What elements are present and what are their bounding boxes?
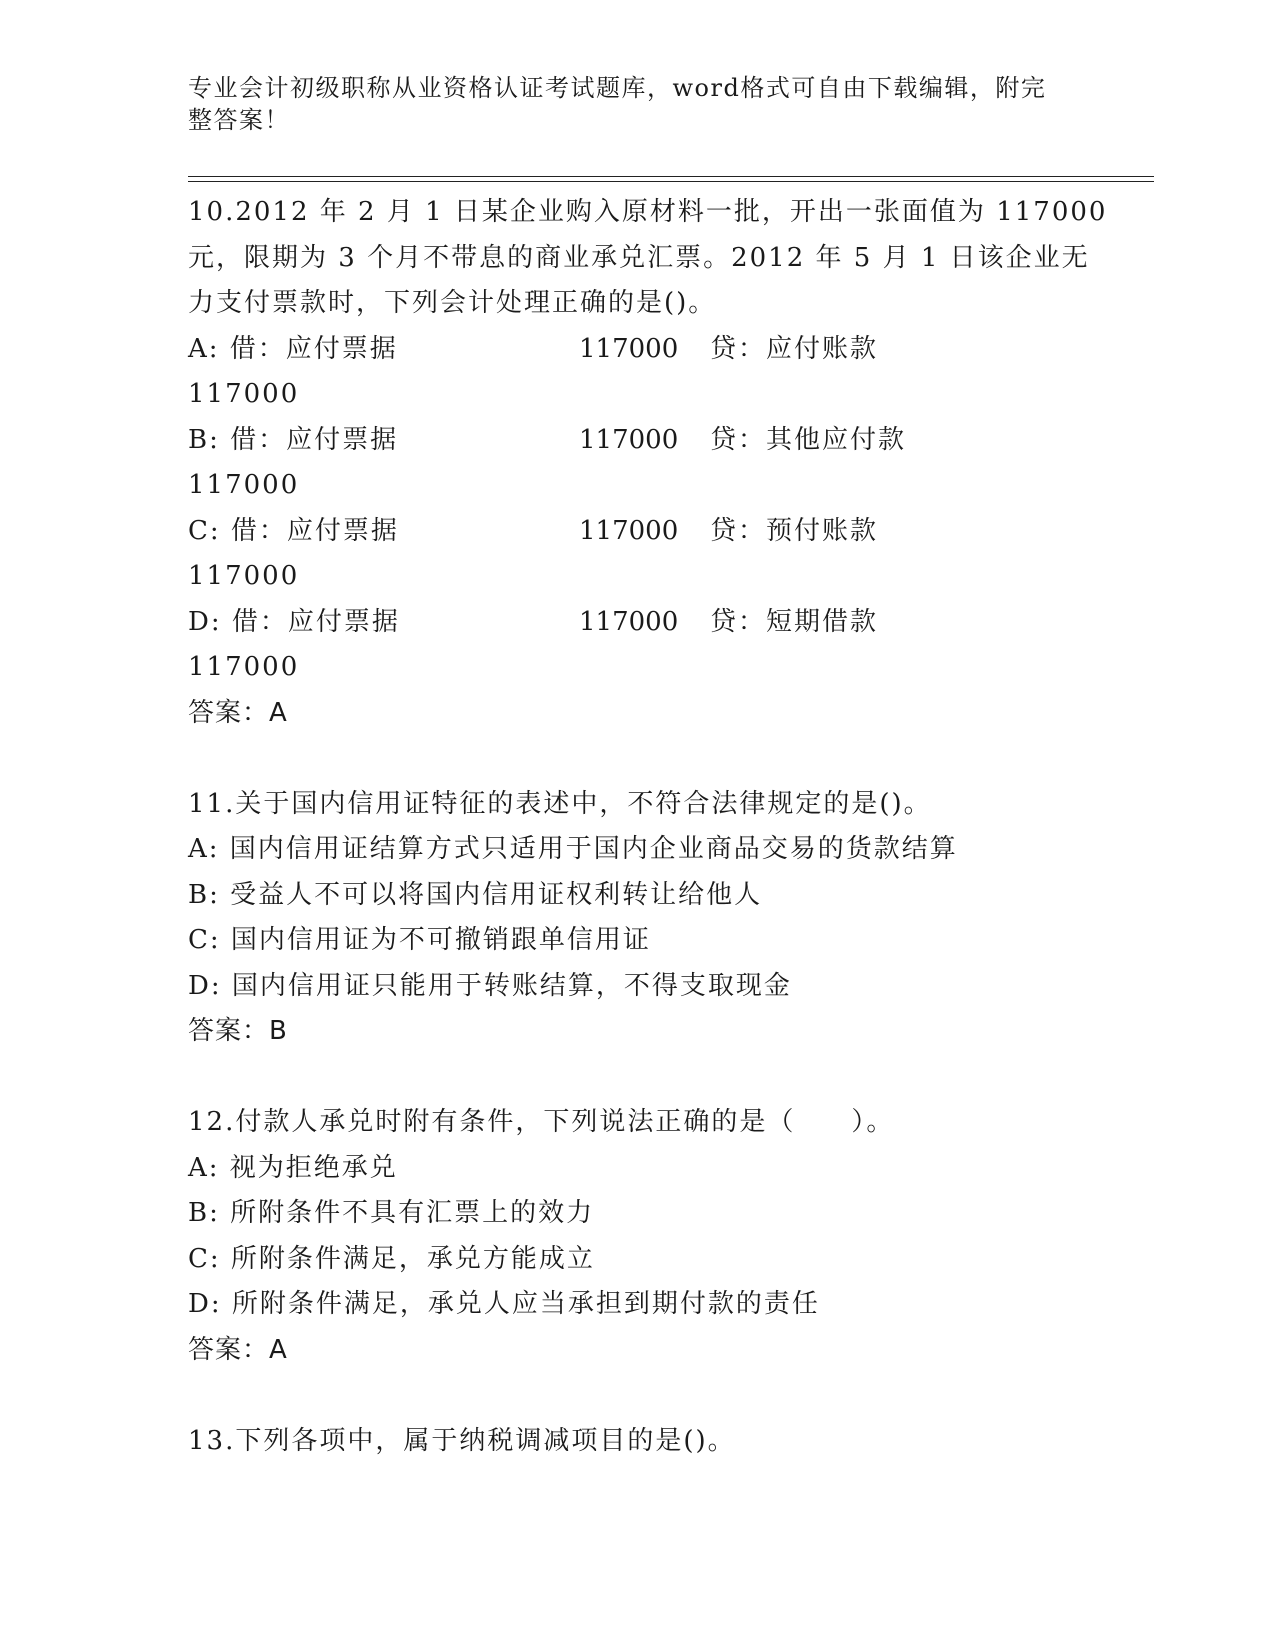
option-b: B: 受益人不可以将国内信用证权利转让给他人 [188, 879, 763, 910]
question-list [188, 190, 1108, 1464]
option-debit: C: 借：应付票据 [188, 515, 399, 546]
question-spacer [188, 1055, 1088, 1101]
option-a: A: 视为拒绝承兑 [188, 1152, 398, 1183]
option-credit-amount: 117000 [188, 379, 300, 409]
option-d: D: 国内信用证只能用于转账结算，不得支取现金 [188, 970, 792, 1001]
option-d-entry [188, 600, 1088, 646]
option-credit: 贷：短期借款 [710, 606, 879, 637]
option-debit: B: 借：应付票据 [188, 424, 399, 455]
option-debit: D: 借：应付票据 [188, 606, 400, 637]
question-11 [188, 782, 1088, 1055]
question-stem-line: 力支付票款时，下列会计处理正确的是()。 [188, 288, 717, 318]
option-credit-amount: 117000 [188, 652, 300, 682]
option-credit: 贷：其他应付款 [710, 424, 907, 455]
question-10 [188, 190, 1108, 736]
question-stem: 11.关于国内信用证特征的表述中，不符合法律规定的是()。 [188, 788, 932, 819]
header-divider-top [188, 176, 1154, 177]
option-debit-amount: 117000 [579, 515, 679, 546]
option-debit-amount: 117000 [579, 606, 679, 637]
option-debit: A: 借：应付票据 [188, 333, 398, 364]
option-a: A: 国内信用证结算方式只适用于国内企业商品交易的货款结算 [188, 834, 958, 864]
option-c: C: 国内信用证为不可撤销跟单信用证 [188, 925, 651, 955]
option-c-entry [188, 509, 1088, 555]
option-b-entry [188, 418, 1088, 464]
answer-label: 答案：A [188, 1334, 288, 1365]
option-a-entry [188, 327, 1088, 373]
option-credit-amount: 117000 [188, 470, 300, 500]
document-header: 专业会计初级职称从业资格认证考试题库，word格式可自由下载编辑，附完整答案！ [188, 74, 1047, 134]
option-debit-amount: 117000 [579, 424, 679, 455]
option-debit-amount: 117000 [579, 333, 679, 364]
option-credit: 贷：预付账款 [710, 515, 879, 546]
question-stem-line: 10.2012 年 2 月 1 日某企业购入原材料一批，开出一张面值为 117000 [188, 197, 1108, 227]
header-divider-bottom [188, 181, 1154, 182]
question-spacer [188, 736, 1088, 782]
question-stem: 13.下列各项中，属于纳税调减项目的是()。 [188, 1425, 736, 1456]
answer-label: 答案：B [188, 1016, 288, 1046]
question-stem: 12.付款人承兑时附有条件，下列说法正确的是（ ）。 [188, 1107, 895, 1137]
option-d: D: 所附条件满足，承兑人应当承担到期付款的责任 [188, 1289, 820, 1319]
option-credit-amount: 117000 [188, 561, 300, 591]
option-b: B: 所附条件不具有汇票上的效力 [188, 1198, 595, 1228]
option-c: C: 所附条件满足，承兑方能成立 [188, 1243, 595, 1274]
question-13 [188, 1419, 1088, 1465]
option-credit: 贷：应付账款 [710, 333, 879, 364]
answer-label: 答案：A [188, 697, 288, 728]
question-spacer [188, 1373, 1088, 1419]
question-stem-line: 元，限期为 3 个月不带息的商业承兑汇票。2012 年 5 月 1 日该企业无 [188, 242, 1090, 273]
question-12 [188, 1100, 1088, 1373]
